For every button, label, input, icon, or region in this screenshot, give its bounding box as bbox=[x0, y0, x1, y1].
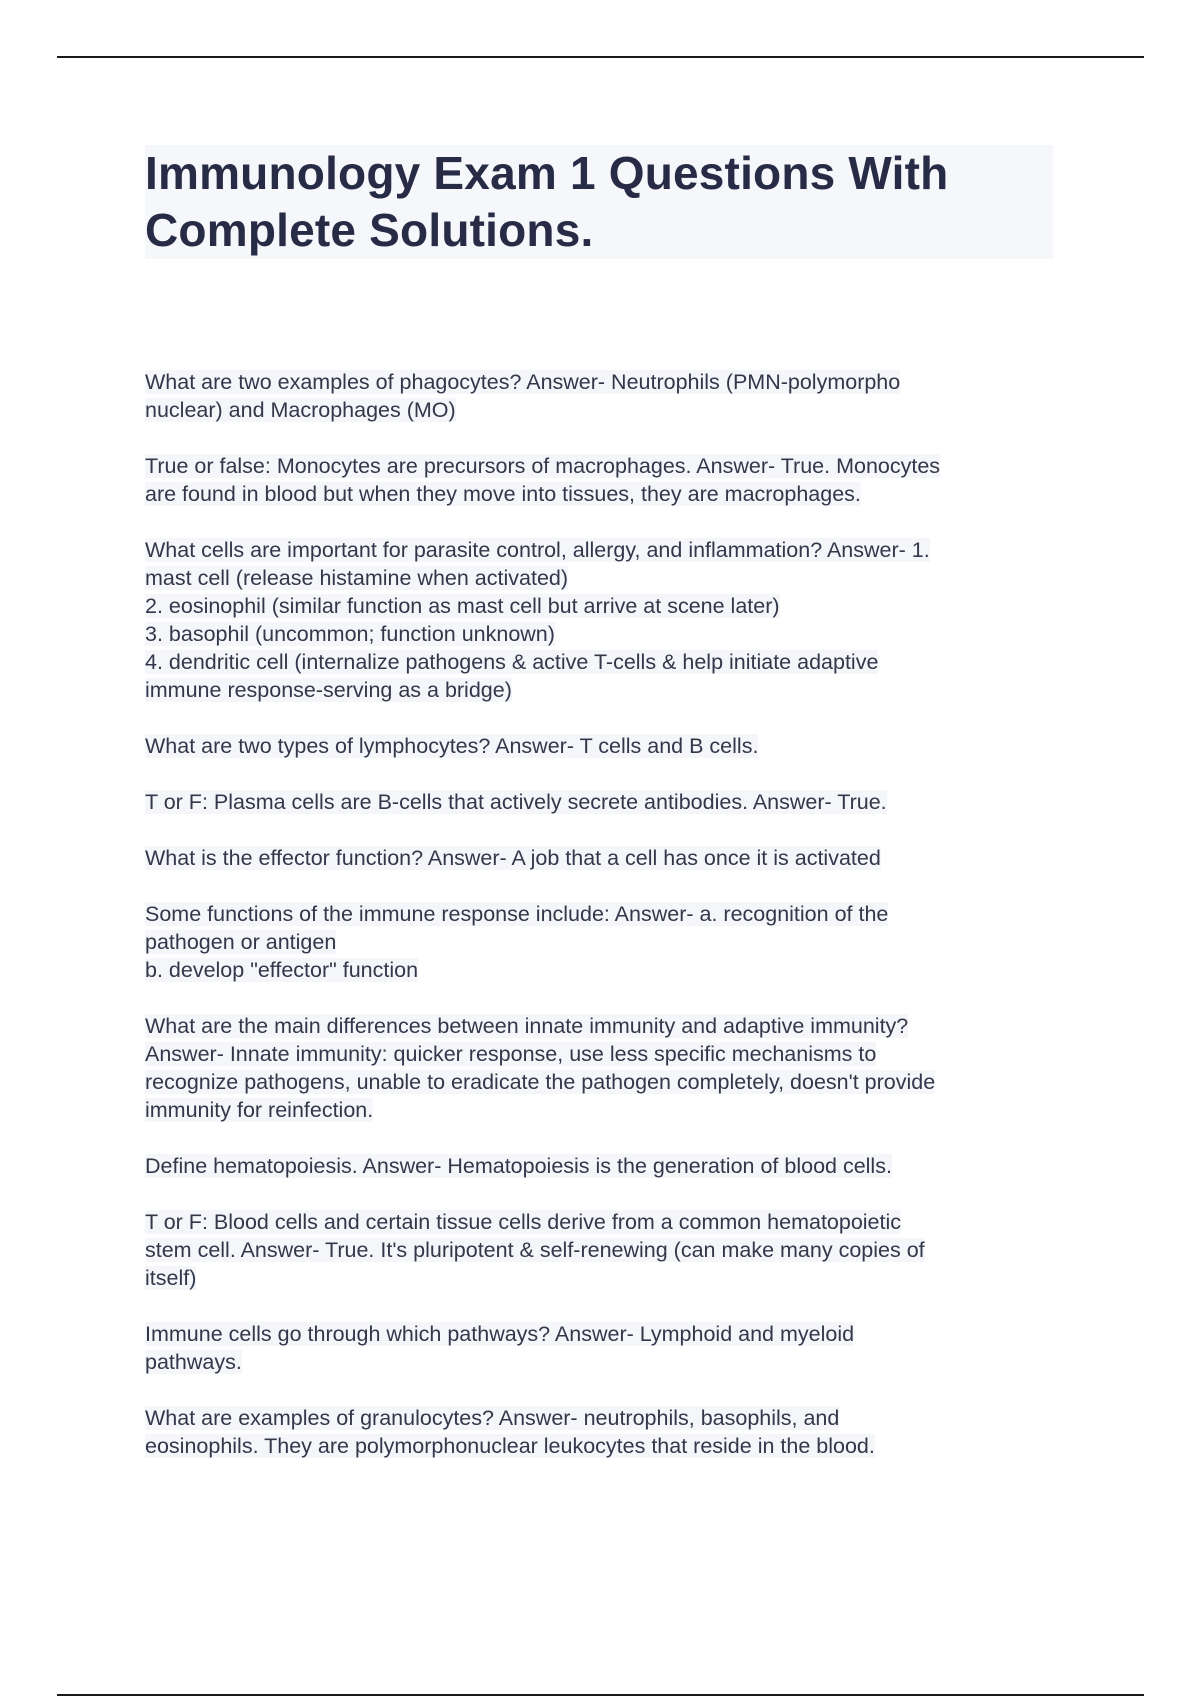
qa-line bbox=[145, 900, 1060, 928]
title-line: Immunology Exam 1 Questions With bbox=[145, 147, 949, 199]
qa-line-text: recognize pathogens, unable to eradicate the pathogen completely, doesn't provide bbox=[145, 1070, 936, 1094]
qa-line bbox=[145, 620, 1060, 648]
qa-line-text: What are examples of granulocytes? Answer- neutrophils, basophils, and bbox=[145, 1406, 840, 1430]
qa-item bbox=[145, 368, 1060, 424]
qa-line-text: What are two examples of phagocytes? Answer- Neutrophils (PMN-polymorpho bbox=[145, 370, 901, 394]
qa-line bbox=[145, 1348, 1060, 1376]
qa-item bbox=[145, 732, 1060, 760]
qa-line-text: nuclear) and Macrophages (MO) bbox=[145, 398, 456, 422]
page-title bbox=[145, 145, 1053, 259]
qa-line bbox=[145, 1040, 1060, 1068]
qa-item bbox=[145, 1320, 1060, 1376]
top-rule bbox=[57, 56, 1144, 58]
title-line: Complete Solutions. bbox=[145, 204, 594, 256]
qa-line-text: Immune cells go through which pathways? Answer- Lymphoid and myeloid bbox=[145, 1322, 855, 1346]
qa-line bbox=[145, 676, 1060, 704]
qa-list bbox=[145, 368, 1060, 1488]
qa-line bbox=[145, 536, 1060, 564]
qa-line-text: What cells are important for parasite control, allergy, and inflammation? Answer- 1. bbox=[145, 538, 930, 562]
qa-line-text: eosinophils. They are polymorphonuclear leukocytes that reside in the blood. bbox=[145, 1434, 875, 1458]
qa-line bbox=[145, 1320, 1060, 1348]
qa-line bbox=[145, 1152, 1060, 1180]
qa-line bbox=[145, 1432, 1060, 1460]
qa-line bbox=[145, 368, 1060, 396]
qa-line-text: are found in blood but when they move into tissues, they are macrophages. bbox=[145, 482, 861, 506]
qa-line-text: 3. basophil (uncommon; function unknown) bbox=[145, 622, 555, 646]
qa-line-text: Answer- Innate immunity: quicker response, use less specific mechanisms to bbox=[145, 1042, 877, 1066]
qa-item bbox=[145, 900, 1060, 984]
qa-line-text: immune response-serving as a bridge) bbox=[145, 678, 512, 702]
qa-line-text: 2. eosinophil (similar function as mast cell but arrive at scene later) bbox=[145, 594, 780, 618]
qa-line-text: What is the effector function? Answer- A job that a cell has once it is activated bbox=[145, 846, 881, 870]
qa-line bbox=[145, 480, 1060, 508]
qa-item bbox=[145, 536, 1060, 704]
qa-item bbox=[145, 1012, 1060, 1124]
qa-line bbox=[145, 564, 1060, 592]
qa-item bbox=[145, 1152, 1060, 1180]
qa-line-text: itself) bbox=[145, 1266, 197, 1290]
qa-item bbox=[145, 788, 1060, 816]
qa-line bbox=[145, 928, 1060, 956]
bottom-rule bbox=[57, 1694, 1144, 1696]
qa-item bbox=[145, 844, 1060, 872]
qa-line-text: True or false: Monocytes are precursors of macrophages. Answer- True. Monocytes bbox=[145, 454, 941, 478]
qa-line bbox=[145, 1264, 1060, 1292]
qa-item bbox=[145, 1208, 1060, 1292]
qa-line bbox=[145, 1404, 1060, 1432]
qa-line bbox=[145, 452, 1060, 480]
qa-line-text: 4. dendritic cell (internalize pathogens & active T-cells & help initiate adaptive bbox=[145, 650, 879, 674]
qa-line-text: immunity for reinfection. bbox=[145, 1098, 374, 1122]
qa-line-text: mast cell (release histamine when activated) bbox=[145, 566, 569, 590]
qa-line bbox=[145, 732, 1060, 760]
qa-line bbox=[145, 1096, 1060, 1124]
qa-line-text: What are the main differences between innate immunity and adaptive immunity? bbox=[145, 1014, 909, 1038]
qa-line bbox=[145, 1236, 1060, 1264]
qa-line bbox=[145, 396, 1060, 424]
qa-line-text: T or F: Blood cells and certain tissue cells derive from a common hematopoietic bbox=[145, 1210, 902, 1234]
qa-line bbox=[145, 1068, 1060, 1096]
qa-line bbox=[145, 956, 1060, 984]
qa-line-text: Some functions of the immune response include: Answer- a. recognition of the bbox=[145, 902, 889, 926]
qa-line-text: What are two types of lymphocytes? Answer- T cells and B cells. bbox=[145, 734, 759, 758]
qa-line-text: b. develop "effector" function bbox=[145, 958, 419, 982]
qa-line bbox=[145, 788, 1060, 816]
qa-line-text: Define hematopoiesis. Answer- Hematopoiesis is the generation of blood cells. bbox=[145, 1154, 892, 1178]
qa-line-text: stem cell. Answer- True. It's pluripotent & self-renewing (can make many copies of bbox=[145, 1238, 925, 1262]
qa-line-text: T or F: Plasma cells are B-cells that actively secrete antibodies. Answer- True. bbox=[145, 790, 887, 814]
qa-line-text: pathogen or antigen bbox=[145, 930, 337, 954]
qa-item bbox=[145, 1404, 1060, 1460]
qa-line bbox=[145, 648, 1060, 676]
qa-line bbox=[145, 844, 1060, 872]
qa-line-text: pathways. bbox=[145, 1350, 242, 1374]
qa-line bbox=[145, 592, 1060, 620]
qa-item bbox=[145, 452, 1060, 508]
qa-line bbox=[145, 1012, 1060, 1040]
qa-line bbox=[145, 1208, 1060, 1236]
